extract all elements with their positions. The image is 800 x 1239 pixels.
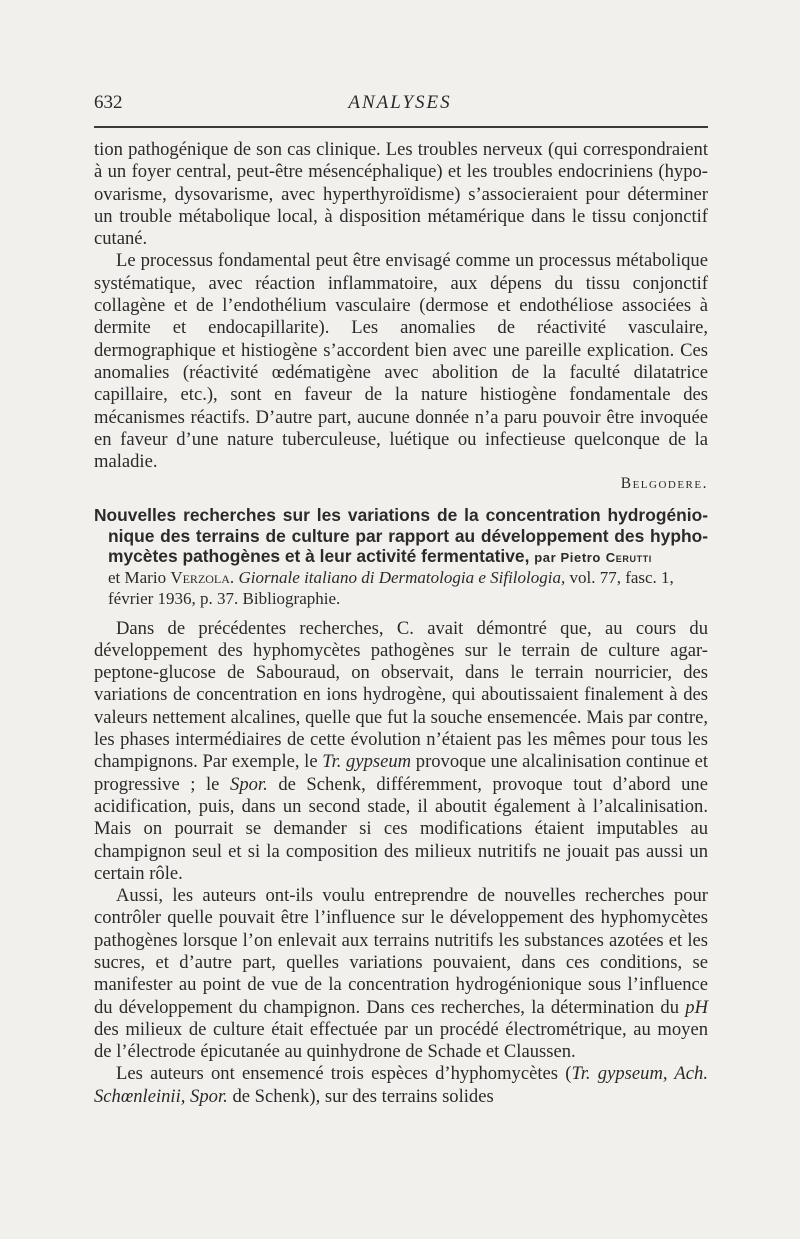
author-surname: Verzola.	[170, 568, 235, 588]
page-number: 632	[94, 92, 123, 113]
text-run: de Schenk, différemment, provoque tout d’abord une acidification, puis, dans un second stade, il aboutit également à l’alcalinisation. Mais on pourrait se demander si ces modifications étaient imputables au champignon seul et si la composition des milieux nutritifs ne jouait pas aussi un certain rôle.	[94, 773, 708, 884]
header-rule	[94, 126, 708, 128]
text-run: Aussi, les auteurs ont-ils voulu entreprendre de nouvelles recherches pour contrôler quelle pouvait être l’influence sur le développement des hyphomycètes pathogènes lorsque l’on enlevait aux terrains nutritifs les substances azotées et les sucres, et d’autre part, quelles variations pouvaient, dans ces conditions, se manifester au point de vue de la concentration hydrogénionique sous l’influence du développement du champignon. Dans ces recherches, la détermination du	[94, 885, 708, 1018]
journal-title: Giornale italiano di Dermatologia e Sifilologia,	[238, 568, 566, 588]
species-names: Tr. gypseum, Ach. Schœnleinii, Spor.	[94, 1063, 708, 1107]
page-content	[94, 139, 708, 1108]
text-run: des milieux de culture était effectuée par un procédé électrométrique, au moyen de l’électrode épicutanée au quinhydrone de Schade et Claussen.	[94, 1018, 708, 1063]
article-title	[94, 505, 708, 568]
paragraph-continued: tion pathogénique de son cas clinique. Les troubles nerveux (qui correspondraient à un foyer central, peut-être mésencéphalique) et les troubles endocriniens (hypo-ovarisme, dysovarisme, avec hyperthyroïdisme) s’associeraient pour déterminer un trouble métabolique local, à disposition métamérique dans le tissu conjonctif cutané.	[94, 139, 708, 250]
paragraph	[94, 885, 708, 1063]
article-title-text: Nouvelles recherches sur les variations de la concentration hydrogénionique des terrains de culture par rapport au développement des hyphomycètes pathogènes et à leur activité fermentative,	[94, 505, 708, 567]
paragraph	[94, 1063, 708, 1108]
paragraph	[94, 618, 708, 886]
ph-term: pH	[685, 996, 708, 1018]
article-citation	[94, 568, 708, 609]
author-surname: Cerutti	[605, 550, 652, 566]
running-title: ANALYSES	[348, 92, 452, 113]
paragraph: Le processus fondamental peut être envisagé comme un processus métabolique systématique, avec réaction inflammatoire, aux dépens du tissu conjonctif collagène et de l’endothélium vasculaire (dermose et endothéliose associées à dermite et endocapillarite). Les anomalies de réactivité vasculaire, dermographique et histiogène s’accordent bien avec une pareille explication. Ces anomalies (réactivité œdématigène avec abolition de la faculté dilatatrice capillaire, etc.), sont en faveur de la nature histiogène fondamentale des mécanismes réactifs. D’autre part, aucune donnée n’a paru pouvoir être invoquée en faveur d’une nature tuberculeuse, luétique ou infectieuse quelconque de la maladie.	[94, 250, 708, 473]
text-run: Les auteurs ont ensemencé trois espèces d’hyphomycètes (	[116, 1063, 572, 1085]
text-run: de Schenk), sur des terrains solides	[232, 1085, 494, 1107]
text-run: Dans de précédentes recherches, C. avait démontré que, au cours du développement des hyphomycètes pathogènes sur le terrain de culture agar-peptone-glucose de Sabouraud, on observait, dans le terrain nourricier, des variations de concentration en ions hydrogène, qui aboutissaient finalement à des valeurs nettement alcalines, quelle que fut la souche ensemencée. Mais par contre, les phases intermédiaires de cette évolution n’étaient pas les mêmes pour tous les champignons. Par exemple, le	[94, 617, 708, 773]
authors-conjunction: et Mario	[108, 568, 167, 588]
species-name: Tr. gypseum	[322, 751, 412, 773]
species-name: Spor.	[230, 773, 268, 795]
citation-details: vol. 77, fasc. 1, février 1936, p. 37. Bibliographie.	[108, 568, 674, 608]
text-run: provoque une alcalinisation continue et progressive ; le	[94, 751, 709, 795]
reviewer-signature: Belgodere.	[620, 475, 708, 493]
authors-prefix: par Pietro	[534, 550, 601, 566]
